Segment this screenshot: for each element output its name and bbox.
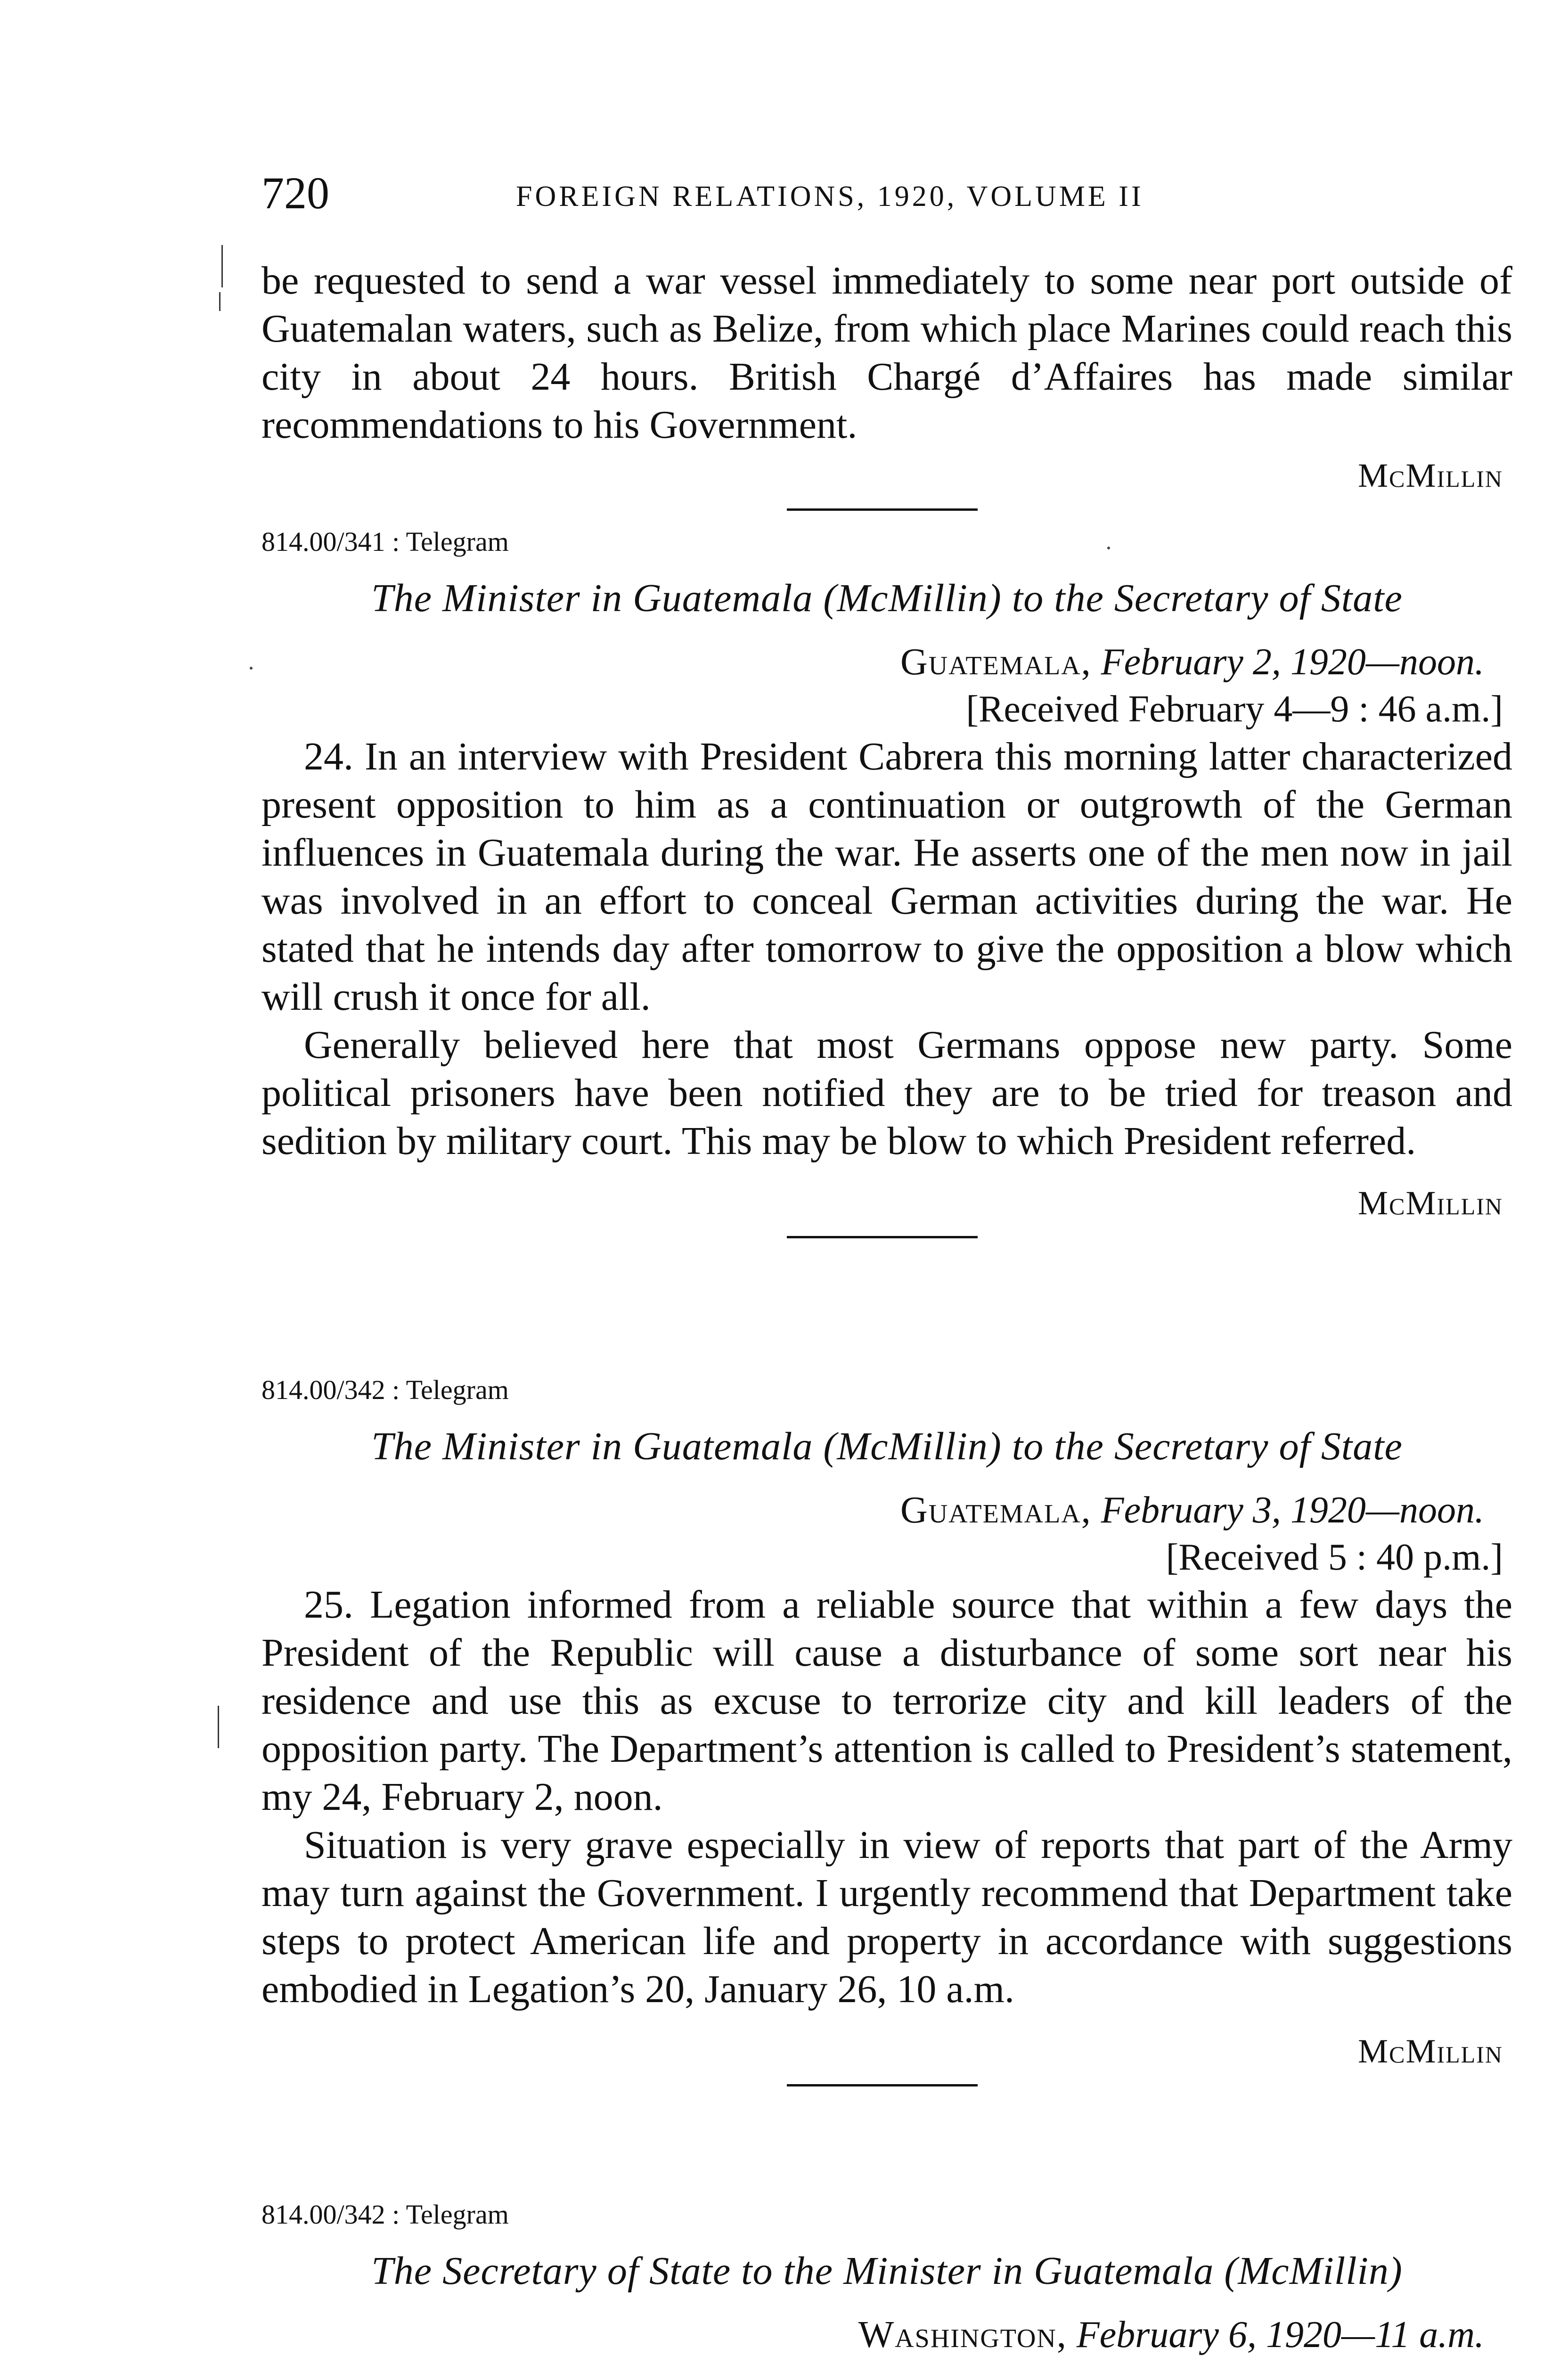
doc3-paragraph-1: 25. Legation informed from a reliable source that within a few days the President of the Republic will cause a disturbance of some sort near his residence and use this as excuse to terrorize city and kill leaders of the opposition party. The Department’s attention is called to President’s statement, my 24, February 2, noon. bbox=[261, 1583, 1512, 1819]
doc3-received: [Received 5 : 40 p.m.] bbox=[1166, 1537, 1503, 1578]
running-title: FOREIGN RELATIONS, 1920, VOLUME II bbox=[516, 180, 1144, 213]
margin-mark bbox=[219, 292, 220, 311]
doc2-paragraph-2: Generally believed here that most Germans oppose new party. Some political prisoners have been notified they are to be tried for treason and sedition by military court. This may be blow to which President referred. bbox=[261, 1023, 1512, 1163]
doc4-title: The Secretary of State to the Minister in Guatemala (McMillin) bbox=[371, 2249, 1403, 2293]
doc3-dateline bbox=[261, 1487, 1512, 1534]
section-divider bbox=[787, 508, 978, 511]
doc3-paragraph-2: Situation is very grave especially in view of reports that part of the Army may turn against the Government. I urgently recommend that Department take steps to protect American life and property in accordance with suggestions embodied in Legation’s 20, January 26, 10 a.m. bbox=[261, 1823, 1512, 2011]
doc2-dateline bbox=[261, 638, 1512, 686]
doc3-signature: McMillin bbox=[1358, 2032, 1503, 2070]
doc1-section bbox=[261, 257, 1512, 511]
doc2-date: February 2, 1920—noon. bbox=[1101, 641, 1484, 683]
page-header bbox=[261, 167, 1512, 219]
doc2-signature: McMillin bbox=[1358, 1184, 1503, 1222]
doc2-place: Guatemala, bbox=[900, 641, 1092, 683]
doc4-file-ref: 814.00/342 : Telegram bbox=[261, 2199, 509, 2230]
doc4-dateline bbox=[261, 2311, 1512, 2356]
section-divider bbox=[787, 2084, 978, 2086]
doc2-paragraph-1: 24. In an interview with President Cabrera this morning latter characterized present opposition to him as a continuation or outgrowth of the German influences in Guatemala during the war. He asserts one of the men now in jail was involved in an effort to conceal German activities during the war. He stated that he intends day after tomorrow to give the opposition a blow which will crush it once for all. bbox=[261, 735, 1512, 1019]
doc1-signature: McMillin bbox=[1358, 457, 1503, 494]
doc4-section bbox=[261, 2196, 1512, 2356]
page-number: 720 bbox=[261, 168, 329, 218]
margin-dot bbox=[250, 667, 253, 670]
doc4-date: February 6, 1920—11 a.m. bbox=[1076, 2314, 1484, 2356]
doc3-title: The Minister in Guatemala (McMillin) to the Secretary of State bbox=[371, 1424, 1403, 1468]
margin-mark bbox=[221, 245, 223, 287]
margin-mark bbox=[218, 1706, 219, 1748]
doc3-file-ref: 814.00/342 : Telegram bbox=[261, 1374, 509, 1405]
doc4-place: Washington, bbox=[858, 2314, 1067, 2356]
doc3-place: Guatemala, bbox=[900, 1489, 1092, 1531]
doc3-section bbox=[261, 1371, 1512, 2086]
section-divider bbox=[787, 1236, 978, 1238]
doc2-title: The Minister in Guatemala (McMillin) to the Secretary of State bbox=[371, 576, 1403, 620]
doc2-received: [Received February 4—9 : 46 a.m.] bbox=[966, 688, 1503, 730]
doc3-date: February 3, 1920—noon. bbox=[1101, 1489, 1484, 1531]
doc2-section bbox=[261, 523, 1512, 1238]
doc2-file-ref: 814.00/341 : Telegram bbox=[261, 526, 509, 557]
doc1-paragraph: be requested to send a war vessel immediately to some near port outside of Guatemalan waters, such as Belize, from which place Marines could reach this city in about 24 hours. British Chargé d’Affaires has made similar recommendations to his Government. bbox=[261, 259, 1512, 447]
